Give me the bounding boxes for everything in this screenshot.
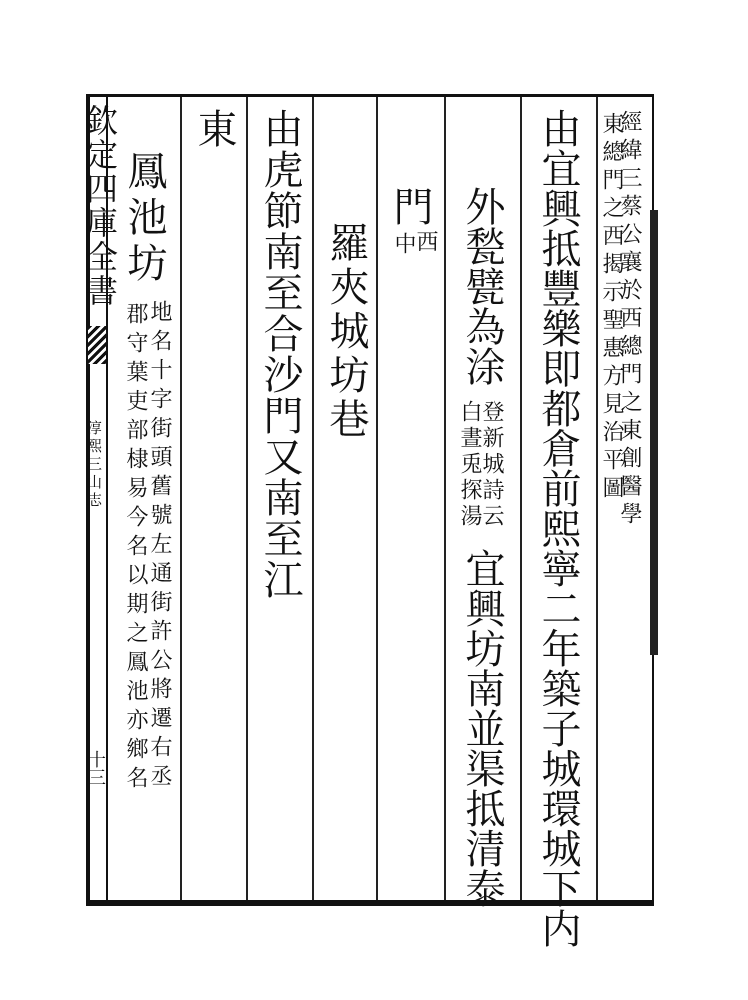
note-3-right: 登新城詩云 — [479, 400, 504, 530]
column-divider — [246, 97, 248, 900]
note-8-right: 地名十字街頭舊號左通街許公將遷右丞 — [147, 300, 172, 793]
section-heading: 羅夾城坊巷 — [323, 222, 369, 442]
scan-binding-edge — [650, 210, 658, 655]
text-column-3-cont: 宜興坊南並渠抵清泰 — [459, 548, 505, 908]
column-divider — [376, 97, 378, 900]
annotation-line-left: 東總門之西揭示聖惠方見治平圖 — [599, 112, 624, 504]
column-divider — [180, 97, 182, 900]
column-divider — [520, 97, 522, 900]
column-divider — [596, 97, 598, 900]
text-column-2: 由宜興抵豐樂即都倉前熙寧二年築子城環城下内 — [535, 108, 581, 948]
text-column-3-main: 外甃甓為涂 — [459, 186, 505, 386]
frame-top-rule — [88, 94, 654, 97]
note-4-left: 中 — [391, 232, 416, 260]
text-column-7: 東 — [191, 108, 237, 152]
book-title: 淳熙三山志 — [85, 420, 103, 510]
fishtail-mark — [88, 326, 106, 364]
note-4-right: 西 — [413, 230, 438, 258]
text-column-6: 由虎節南至合沙門又南至江 — [257, 108, 303, 600]
text-column-8-main: 鳳池坊 — [121, 150, 167, 288]
collection-title: 欽定四庫全書 — [81, 104, 119, 308]
column-divider — [444, 97, 446, 900]
column-divider — [312, 97, 314, 900]
text-column-4-main: 門 — [387, 186, 433, 230]
annotation-line-right: 經緯三蔡公襄於西總門之東創醫學 — [617, 110, 642, 530]
page-number: 十三 — [85, 750, 106, 786]
note-8-left: 郡守葉吏部棣易今名以期之鳳池亦鄉名 — [123, 302, 148, 795]
note-3-left: 白晝兎探湯 — [457, 400, 482, 530]
